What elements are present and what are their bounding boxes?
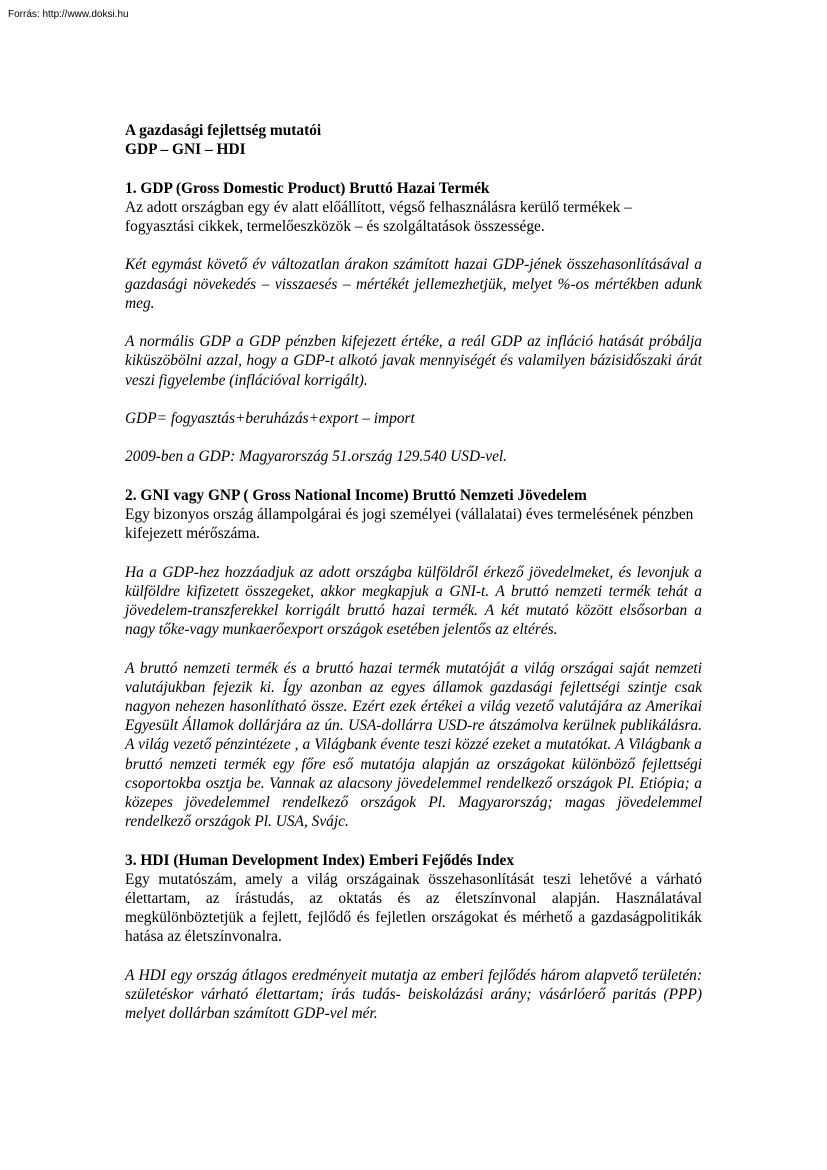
gdp-heading: 1. GDP (Gross Domestic Product) Bruttó Hazai Termék [125,179,490,197]
gni-heading: 2. GNI vagy GNP ( Gross National Income) Bruttó Nemzeti Jövedelem [125,486,587,504]
document-body [125,121,702,1023]
gni-paragraph-worldbank: A bruttó nemzeti termék és a bruttó hazai termék mutatóját a világ országai saját nemzeti valutájukban fejezik ki. Így azonban az egyes államok gazdasági fejlettségi szintje csak nagyon nehezen hasonlítható össze. Ezért ezek értékei a világ vezető valutájára az Amerikai Egyesült Államok dollárjára az ún. USA-dollárra USD-re átszámolva kerülnek publikálásra. A világ vezető pénzintézete , a Világbank évente teszi közzé ezeket a mutatókat. A Világbank a bruttó nemzeti termék egy főre eső mutatója alapján az országokat különböző fejlettségi csoportokba osztja be. Vannak az alacsony jövedelemmel rendelkező országok Pl. Etiópia; a közepes jövedelemmel rendelkező országok Pl. Magyarország; magas jövedelemmel rendelkező országok Pl. USA, Svájc. [125,659,702,831]
gdp-statistic: 2009-ben a GDP: Magyarország 51.ország 129.540 USD-vel. [125,448,508,466]
gdp-definition: Az adott országban egy év alatt előállított, végső felhasználásra kerülő termékek – fogyasztási cikkek, termelőeszközök – és szolgáltatások összessége. [125,198,632,235]
gdp-paragraph-real: A normális GDP a GDP pénzben kifejezett értéke, a reál GDP az infláció hatását próbálja kiküszöbölni azzal, hogy a GDP-t alkotó javak mennyiségét és valamilyen bázisidőszaki árát veszi figyelembe (inflációval korrigált). [125,333,702,389]
hdi-paragraph-areas: A HDI egy ország átlagos eredményeit mutatja az emberi fejlődés három alapvető területén: születéskor várható élettartam; írás tudás- beiskolázási arány; vásárlóerő paritás (PPP) melyet dollárban számított GDP-vel mér. [125,966,702,1023]
gdp-paragraph-growth: Két egymást követő év változatlan árakon számított hazai GDP-jének összehasonlításával a gazdasági növekedés – visszaesés – mértékét jellemezhetjük, melyet %-os mértékben adunk meg. [125,256,702,312]
document-subtitle: GDP – GNI – HDI [125,141,246,159]
hdi-heading: 3. HDI (Human Development Index) Emberi Fejődés Index [125,851,515,869]
source-note: Forrás: http://www.doksi.hu [8,9,129,20]
hdi-definition: Egy mutatószám, amely a világ országainak összehasonlítását teszi lehetővé a várható élettartam, az írástudás, az oktatás és az életszínvonal alapján. Használatával megkülönböztetjük a fejlett, fejlődő és fejletlen országokat és mérhető a gazdaságpolitikák hatása az életszínvonalra. [125,870,702,946]
gni-paragraph-correction: Ha a GDP-hez hozzáadjuk az adott országba külföldről érkező jövedelmeket, és levonjuk a külföldre kifizetett összegeket, akkor megkapjuk a GNI-t. A bruttó nemzeti termék tehát a jövedelem-transzferekkel korrigált bruttó hazai termék. A két mutató között elsősorban a nagy tőke-vagy munkaerőexport országok esetében jelentős az eltérés. [125,563,702,639]
gni-definition: Egy bizonyos ország állampolgárai és jogi személyei (vállalatai) éves termelésének pénzben kifejezett mérőszáma. [125,505,694,543]
document-title: A gazdasági fejlettség mutatói [125,122,322,139]
gdp-formula: GDP= fogyasztás+beruházás+export – import [125,409,415,427]
